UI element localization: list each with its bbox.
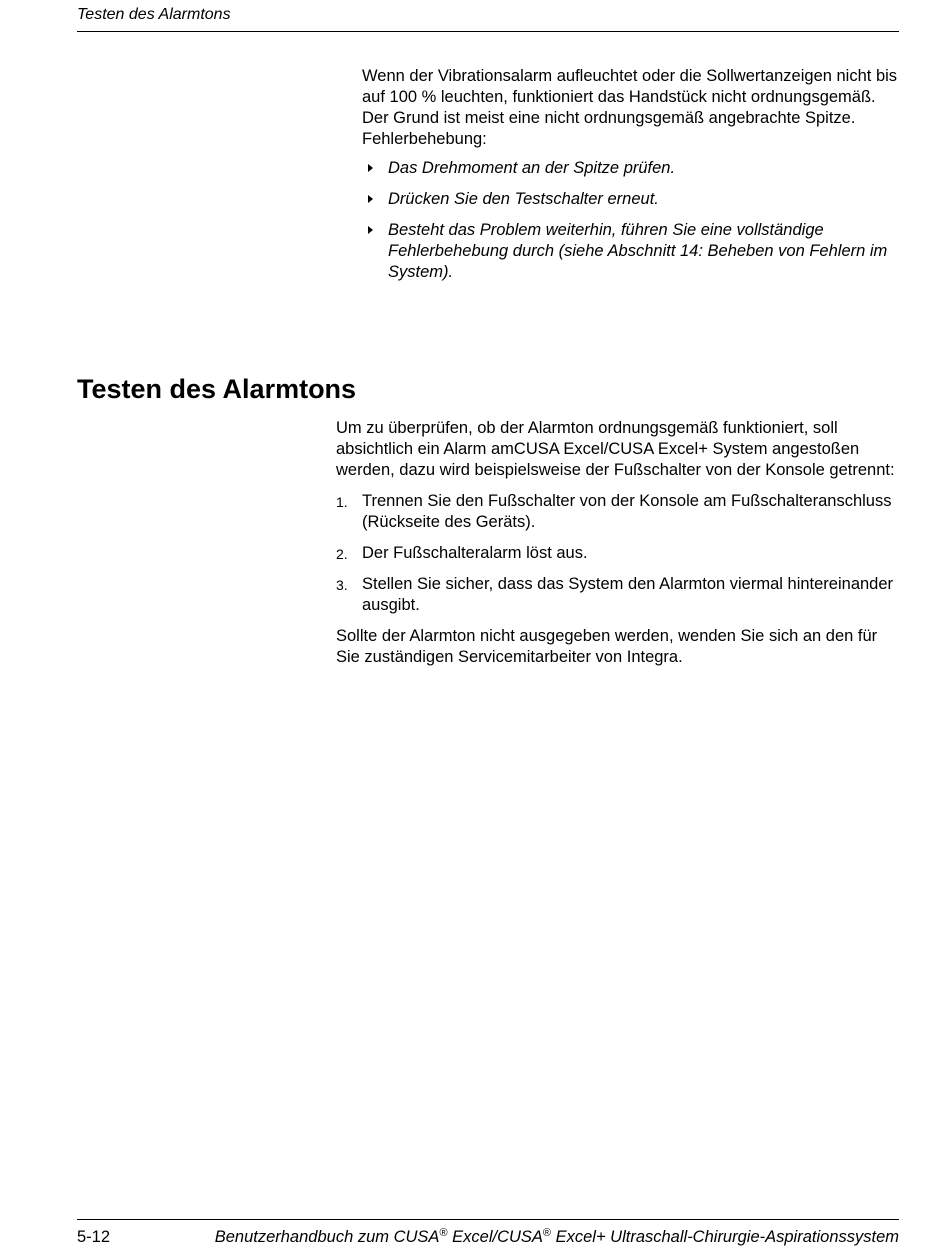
registered-mark: ® (542, 1227, 552, 1239)
section-heading: Testen des Alarmtons (77, 374, 357, 404)
triangle-bullet-icon (368, 226, 373, 234)
numbered-step-list (336, 491, 902, 616)
running-header-title: Testen des Alarmtons (77, 6, 231, 23)
step-item (336, 574, 902, 616)
alarm-test-section (336, 418, 902, 668)
step-text: Stellen Sie sicher, dass das System den Alarmton viermal hintereinander ausgibt. (362, 575, 894, 614)
step-number: 3. (336, 577, 348, 593)
bullet-text: Das Drehmoment an der Spitze prüfen. (388, 159, 676, 177)
registered-mark: ® (439, 1227, 448, 1239)
manual-title-part: Excel+ Ultraschall-Chirurgie-Aspirationssystem (551, 1228, 899, 1246)
page-header (77, 5, 899, 32)
step-number: 1. (336, 494, 348, 510)
triangle-bullet-icon (368, 195, 373, 203)
manual-title (215, 1228, 899, 1247)
step-number: 2. (336, 546, 348, 562)
troubleshooting-bullet-list (362, 158, 902, 283)
vibration-intro-paragraph: Wenn der Vibrationsalarm aufleuchtet oder die Sollwertanzeigen nicht bis auf 100 % leuchten, funktioniert das Handstück nicht ordnungsgemäß. Der Grund ist meist eine nicht ordnungsgemäß angebrachte Spitze. Fehlerbehebung: (362, 67, 898, 148)
triangle-bullet-icon (368, 164, 373, 172)
bullet-item (362, 158, 902, 179)
vibration-alarm-section (362, 66, 902, 293)
bullet-text: Drücken Sie den Testschalter erneut. (388, 190, 659, 208)
closing-paragraph: Sollte der Alarmton nicht ausgegeben werden, wenden Sie sich an den für Sie zuständigen Servicemitarbeiter von Integra. (336, 627, 878, 666)
alarm-intro-paragraph: Um zu überprüfen, ob der Alarmton ordnungsgemäß funktioniert, soll absichtlich ein Alarm amCUSA Excel/CUSA Excel+ System angestoßen werden, dazu wird beispielsweise der Fußschalter von der Konsole getrennt: (336, 419, 895, 479)
bullet-item (362, 189, 902, 210)
step-item (336, 543, 902, 564)
step-item (336, 491, 902, 533)
manual-title-part: Excel/CUSA (447, 1228, 543, 1246)
page-footer (77, 1219, 899, 1256)
bullet-text: Besteht das Problem weiterhin, führen Sie eine vollständige Fehlerbehebung durch (siehe Abschnitt 14: Beheben von Fehlern im System). (388, 221, 888, 281)
bullet-item (362, 220, 902, 283)
manual-title-part: Benutzerhandbuch zum CUSA (214, 1228, 440, 1246)
page-number: 5-12 (77, 1228, 111, 1246)
step-text: Der Fußschalteralarm löst aus. (362, 544, 588, 562)
step-text: Trennen Sie den Fußschalter von der Konsole am Fußschalteranschluss (Rückseite des Geräts). (362, 492, 892, 531)
